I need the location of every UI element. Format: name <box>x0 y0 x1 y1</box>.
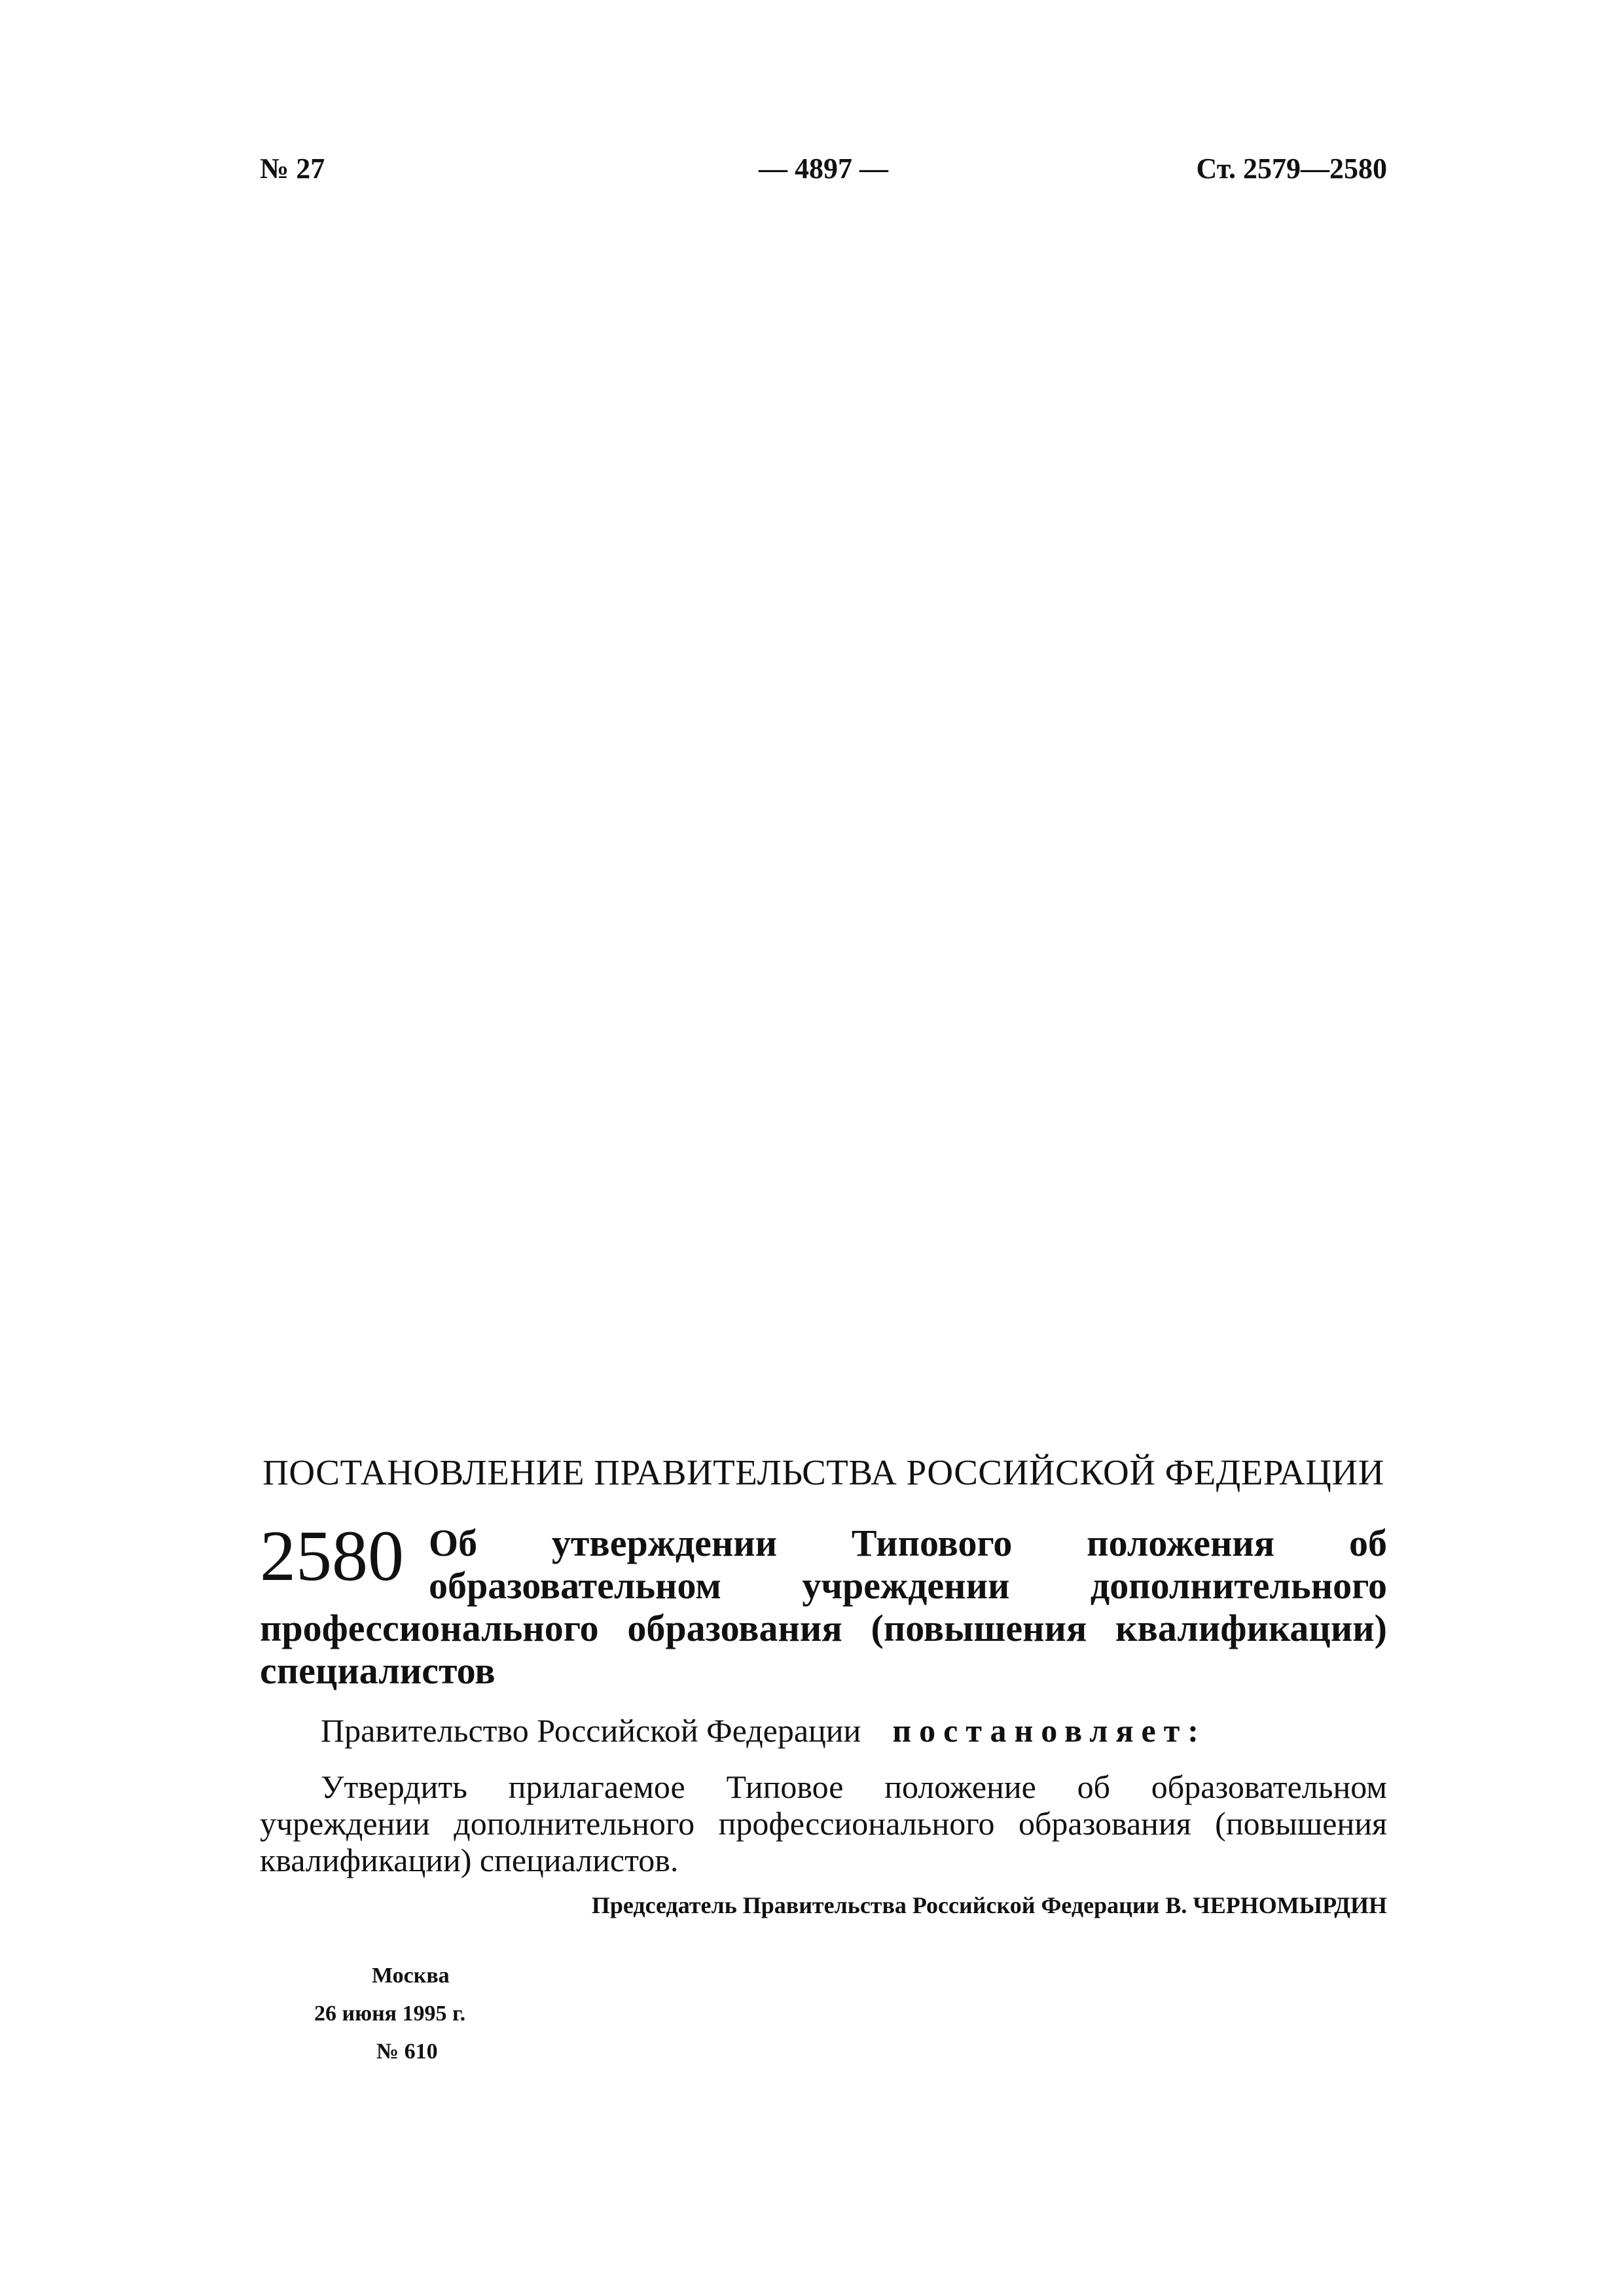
title-block <box>260 1516 1387 1692</box>
body-paragraph: Утвердить прилагаемое Типовое положение об образовательном учреждении дополнительного профессионального образования (повышения квалификации) специалистов. <box>260 1768 1387 1878</box>
preamble <box>321 1712 1388 1749</box>
page-number: — 4897 — <box>759 152 888 185</box>
place-of-signing: Москва <box>372 1964 450 1988</box>
signature: Председатель Правительства Российской Федерации В. ЧЕРНОМЫРДИН <box>591 1892 1387 1918</box>
preamble-verb: постановляет: <box>892 1712 1206 1749</box>
act-number: 2580 <box>260 1516 404 1596</box>
page-header <box>260 152 1387 198</box>
registration-number: № 610 <box>376 2039 438 2064</box>
issue-number: № 27 <box>260 152 325 185</box>
article-range: Ст. 2579—2580 <box>1196 152 1387 185</box>
preamble-subject: Правительство Российской Федерации <box>321 1712 861 1749</box>
document-footer <box>314 1957 465 2071</box>
document-type: ПОСТАНОВЛЕНИЕ ПРАВИТЕЛЬСТВА РОССИЙСКОЙ ФЕДЕРАЦИИ <box>262 1452 1384 1492</box>
act-title: Об утверждении Типового положения об образовательном учреждении дополнительного профессионального образования (повышения квалификации) специалистов <box>260 1522 1387 1692</box>
signing-date: 26 июня 1995 г. <box>314 2001 466 2026</box>
